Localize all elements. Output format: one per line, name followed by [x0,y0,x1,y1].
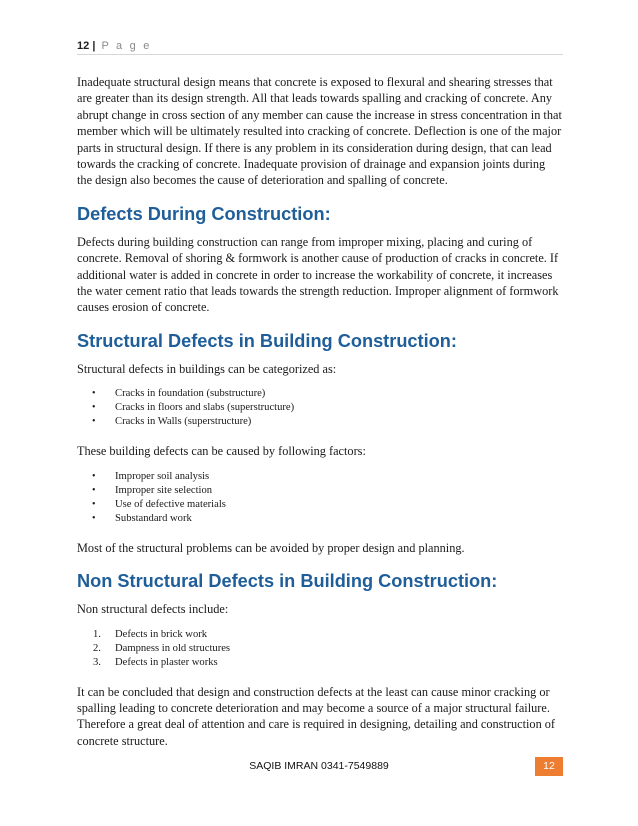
bullet-icon: • [92,498,96,510]
bullet-icon: • [92,470,96,482]
bullet-icon: • [92,402,96,414]
header-page-label: P a g e [101,40,152,52]
list-item [77,484,563,498]
list-item-text: Cracks in floors and slabs (superstructure) [115,402,295,414]
list-item [77,470,563,484]
heading-nonstructural-defects: Non Structural Defects in Building Construction: [77,571,498,592]
list-item-text: Cracks in Walls (superstructure) [115,416,252,428]
categories-list [77,387,563,429]
intro-paragraph: Inadequate structural design means that concrete is exposed to flexural and shearing stresses that are greater than its design strength. All that leads towards spalling and cracking of concrete. Any abrupt change in cross section of any member can cause the increase in stress concentration in that member which will be ultimately resulted into cracking of concrete. Deflection is one of the major parts in structural design. If there is any problem in its consideration during design, that can lead towards the cracking of concrete. Inadequate provision of drainage and expansion joints during the design also becomes the cause of deterioration and spalling of concrete. [77,75,562,188]
bullet-icon: • [92,512,96,524]
factors-intro-paragraph: These building defects can be caused by following factors: [77,444,366,459]
list-item-text: Improper soil analysis [115,470,210,482]
bullet-icon: • [92,416,96,428]
list-item-text: Dampness in old structures [115,642,231,654]
nonstructural-list [77,628,563,670]
heading-construction-defects: Defects During Construction: [77,203,331,224]
footer-author: SAQIB IMRAN 0341-7549889 [249,760,389,772]
structural-intro-paragraph: Structural defects in buildings can be categorized as: [77,361,337,376]
nonstructural-intro-paragraph: Non structural defects include: [77,602,229,617]
list-item-text: Improper site selection [115,484,213,496]
list-item [77,642,563,656]
header-page-number: 12 [77,40,90,52]
conclusion-paragraph: It can be concluded that design and construction defects at the least can cause minor cracking or spalling leading to concrete deterioration and may become a source of a major structural failure. Therefore a great deal of attention and care is required in designing, detailing and construction of concrete structure. [77,684,556,748]
construction-paragraph: Defects during building construction can range from improper mixing, placing and curing of concrete. Removal of shoring & formwork is another cause of production of cracks in concrete. If additional water is added in concrete in order to increase the workability of concrete, it increases the water cement ratio that leads towards the strength reduction. Improper alignment of formwork causes erosion of concrete. [77,234,559,315]
avoid-paragraph: Most of the structural problems can be avoided by proper design and planning. [77,540,465,555]
footer-page-number: 12 [535,757,563,776]
header-separator: | [92,40,96,52]
list-item [77,512,563,526]
page-footer [0,757,638,777]
page-header [77,40,563,52]
list-item [77,628,563,642]
list-item-text: Use of defective materials [115,498,226,510]
list-item-text: Defects in plaster works [115,656,218,668]
page-content [77,74,563,759]
factors-list [77,470,563,526]
heading-structural-defects: Structural Defects in Building Construction: [77,330,457,351]
list-item [77,401,563,415]
list-item-text: Substandard work [115,512,192,524]
list-item [77,498,563,512]
header-rule [77,54,563,55]
list-item [77,656,563,670]
list-index: 2. [93,642,101,654]
list-index: 1. [93,628,101,640]
bullet-icon: • [92,388,96,400]
list-item [77,387,563,401]
list-item-text: Defects in brick work [115,628,208,640]
bullet-icon: • [92,484,96,496]
list-item-text: Cracks in foundation (substructure) [115,388,266,400]
list-index: 3. [93,656,101,668]
list-item [77,415,563,429]
